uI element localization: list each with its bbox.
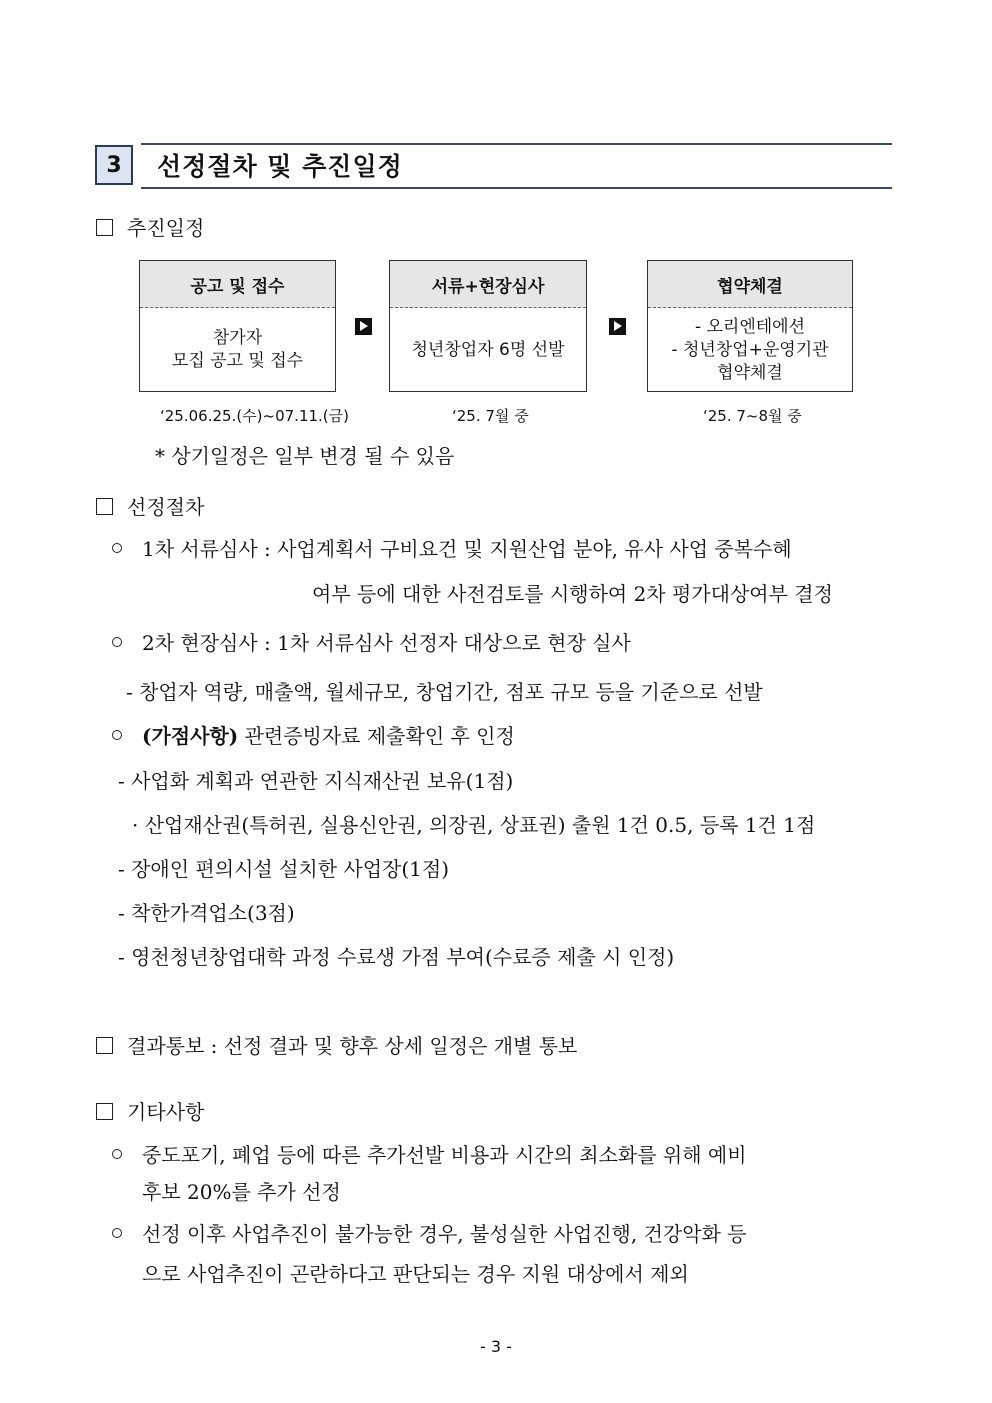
- selection-heading-label: 선정절차: [127, 495, 205, 519]
- stage2-sub: - 창업자 역량, 매출액, 월세규모, 창업기간, 점포 규모 등을 기준으로 선발: [126, 680, 763, 704]
- stage1-line1: 1차 서류심사 : 사업계획서 구비요건 및 지원산업 분야, 유사 사업 중복수혜: [142, 537, 792, 561]
- step-3-title: 협약체결: [648, 261, 852, 308]
- header-rule-top: [141, 143, 892, 145]
- section-title: 선정절차 및 추진일정: [157, 152, 403, 181]
- etc-item-1-line2: 후보 20%를 추가 선정: [142, 1180, 341, 1204]
- stage1-item: [112, 533, 792, 562]
- etc-item-2-line1: 선정 이후 사업추진이 불가능한 경우, 불성실한 사업진행, 건강악화 등: [142, 1222, 747, 1246]
- step-3-date: ‘25. 7~8월 중: [703, 407, 802, 425]
- step-2-body: [390, 308, 586, 392]
- schedule-step-3: [647, 260, 853, 392]
- etc-item-1: [112, 1139, 747, 1168]
- header-rule-bottom: [141, 187, 892, 189]
- checkbox-square-icon: [96, 498, 113, 515]
- stage2-line: 2차 현장심사 : 1차 서류심사 선정자 대상으로 현장 실사: [142, 631, 631, 655]
- stage1-line2: 여부 등에 대한 사전검토를 시행하여 2차 평가대상여부 결정: [312, 582, 833, 606]
- step-3-body-line: - 오리엔테에션: [694, 316, 806, 337]
- bullet-circle-icon: [112, 730, 122, 740]
- bonus-ip-detail: · 산업재산권(특허권, 실용신안권, 의장권, 상표권) 출원 1건 0.5, 등록 1건 1점: [132, 813, 816, 837]
- step-1-date: ‘25.06.25.(수)~07.11.(금): [160, 407, 349, 425]
- page-number: - 3 -: [480, 1337, 512, 1356]
- bullet-circle-icon: [112, 1228, 122, 1238]
- section-header: [95, 143, 892, 189]
- bonus-graduate: - 영천청년창업대학 과정 수료생 가점 부여(수료증 제출 시 인정): [118, 945, 675, 969]
- bullet-circle-icon: [112, 637, 122, 647]
- result-text: 결과통보 : 선정 결과 및 향후 상세 일정은 개별 통보: [127, 1034, 578, 1058]
- bonus-item: [112, 720, 515, 749]
- arrow-right-icon: [609, 318, 626, 335]
- bonus-disabled: - 장애인 편의시설 설치한 사업장(1점): [118, 857, 449, 881]
- bullet-circle-icon: [112, 543, 122, 553]
- schedule-step-1: [139, 260, 336, 392]
- step-1-body-line: 참가자: [212, 328, 263, 348]
- step-2-title: 서류+현장심사: [390, 261, 586, 308]
- etc-item-2: [112, 1218, 747, 1247]
- selection-heading: [96, 491, 204, 520]
- step-2-body-line: 청년창업자 6명 선발: [411, 339, 565, 360]
- bullet-circle-icon: [112, 1149, 122, 1159]
- arrow-right-icon: [355, 318, 372, 335]
- etc-heading: [96, 1096, 204, 1125]
- step-3-body-line: - 청년창업+운영기관: [671, 339, 829, 360]
- step-1-body: [140, 308, 335, 392]
- step-1-body-line: 모집 공고 및 접수: [171, 351, 304, 371]
- schedule-step-2: [389, 260, 587, 392]
- checkbox-square-icon: [96, 219, 113, 236]
- step-1-title: 공고 및 접수: [140, 261, 335, 308]
- step-3-body-line: 협약체결: [717, 362, 783, 383]
- schedule-heading: [96, 212, 204, 241]
- checkbox-square-icon: [96, 1037, 113, 1054]
- checkbox-square-icon: [96, 1103, 113, 1120]
- bonus-ip: - 사업화 계획과 연관한 지식재산권 보유(1점): [118, 769, 514, 793]
- bonus-label: (가점사항): [142, 724, 239, 748]
- step-3-body: [648, 308, 852, 392]
- schedule-heading-label: 추진일정: [127, 216, 205, 240]
- section-number: 3: [95, 145, 133, 185]
- bonus-text: 관련증빙자료 제출확인 후 인정: [238, 724, 515, 748]
- etc-heading-label: 기타사항: [127, 1100, 205, 1124]
- etc-item-2-line2: 으로 사업추진이 곤란하다고 판단되는 경우 지원 대상에서 제외: [142, 1262, 689, 1286]
- bonus-good-price: - 착한가격업소(3점): [118, 901, 295, 925]
- schedule-note: * 상기일정은 일부 변경 될 수 있음: [155, 444, 455, 468]
- stage2-item: [112, 627, 631, 656]
- etc-item-1-line1: 중도포기, 폐업 등에 따른 추가선발 비용과 시간의 최소화를 위해 예비: [142, 1143, 747, 1167]
- step-2-date: ‘25. 7월 중: [452, 407, 529, 425]
- result-item: [96, 1030, 577, 1059]
